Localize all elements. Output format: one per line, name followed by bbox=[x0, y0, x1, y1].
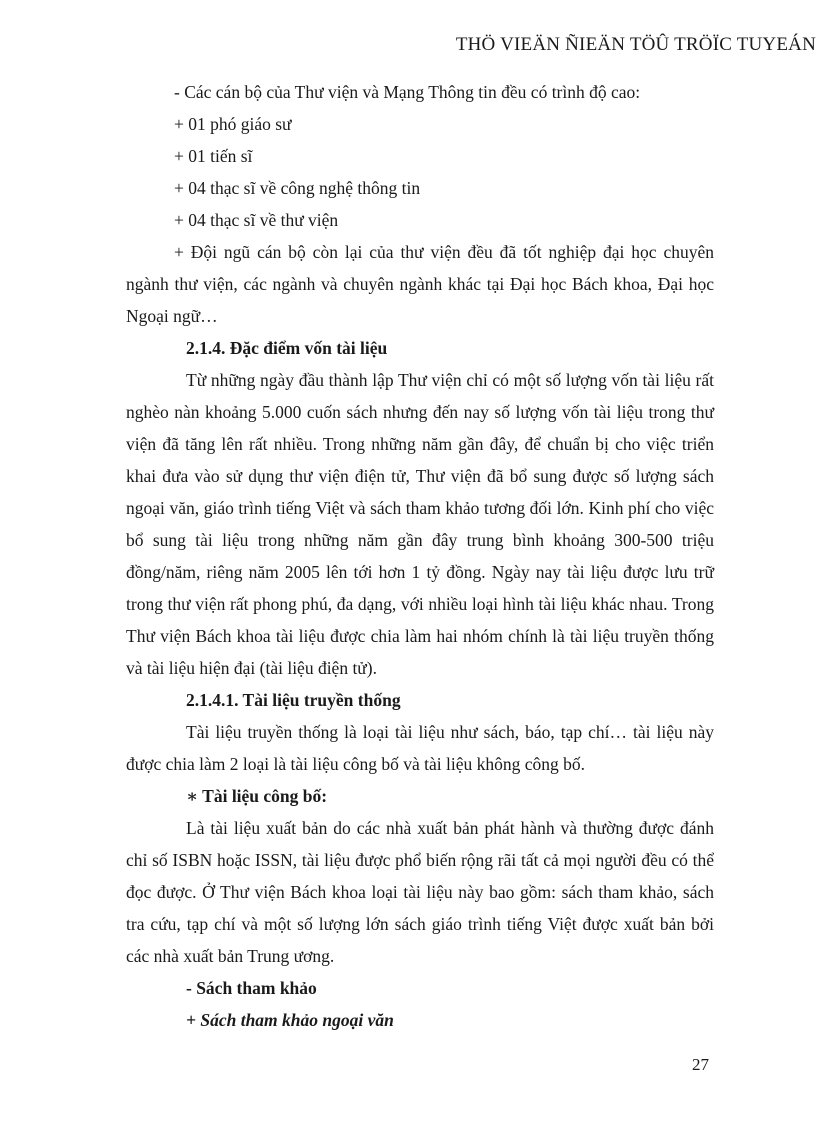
section-paragraph-2-1-4: Từ những ngày đầu thành lập Thư viện chỉ có một số lượng vốn tài liệu rất nghèo nàn khoảng 5.000 cuốn sách nhưng đến nay số lượng vốn tài liệu trong thư viện đã tăng lên rất nhiều. Trong những năm gần đây, để chuẩn bị cho việc triển khai đưa vào sử dụng thư viện điện tử, Thư viện đã bổ sung được số lượng sách ngoại văn, giáo trình tiếng Việt và sách tham khảo tương đối lớn. Kinh phí cho việc bổ sung tài liệu trong những năm gần đây trung bình khoảng 300-500 triệu đồng/năm, riêng năm 2005 lên tới hơn 1 tỷ đồng. Ngày nay tài liệu được lưu trữ trong thư viện rất phong phú, đa dạng, với nhiều loại hình tài liệu khác nhau. Trong Thư viện Bách khoa tài liệu được chia làm hai nhóm chính là tài liệu truyền thống và tài liệu hiện đại (tài liệu điện tử). bbox=[126, 370, 714, 678]
subsection-heading-published bbox=[174, 780, 714, 812]
staff-list-item: + 04 thạc sĩ về thư viện bbox=[174, 210, 339, 230]
staff-list-item: + 01 phó giáo sư bbox=[174, 114, 292, 134]
running-header: THÖ VIEÄN ÑIEÄN TÖÛ TRÖÏC TUYEÁN bbox=[455, 34, 816, 55]
bullet-symbol: ∗ bbox=[186, 786, 199, 806]
staff-list-item: + 01 tiến sĩ bbox=[174, 146, 253, 166]
staff-remaining-paragraph: + Đội ngũ cán bộ còn lại của thư viện đều đã tốt nghiệp đại học chuyên ngành thư viện, các ngành và chuyên ngành khác tại Đại học Bách khoa, Đại học Ngoại ngữ… bbox=[126, 242, 714, 326]
staff-list-item: + 04 thạc sĩ về công nghệ thông tin bbox=[174, 178, 421, 198]
foreign-reference-books-heading: + Sách tham khảo ngoại văn bbox=[186, 1010, 394, 1030]
reference-books-heading: - Sách tham khảo bbox=[186, 978, 317, 998]
page-body bbox=[126, 76, 714, 1036]
published-paragraph: Là tài liệu xuất bản do các nhà xuất bản phát hành và thường được đánh chỉ số ISBN hoặc ISSN, tài liệu được phổ biến rộng rãi tất cả mọi người đều có thể đọc được. Ở Thư viện Bách khoa loại tài liệu này bao gồm: sách tham khảo, sách tra cứu, tạp chí và một số lượng lớn sách giáo trình tiếng Việt được xuất bản bởi các nhà xuất bản Trung ương. bbox=[126, 818, 714, 966]
staff-intro: - Các cán bộ của Thư viện và Mạng Thông tin đều có trình độ cao: bbox=[174, 82, 641, 102]
page-number: 27 bbox=[692, 1055, 709, 1074]
section-heading-2-1-4: 2.1.4. Đặc điểm vốn tài liệu bbox=[186, 338, 388, 358]
section-paragraph-2-1-4-1: Tài liệu truyền thống là loại tài liệu như sách, báo, tạp chí… tài liệu này được chia làm 2 loại là tài liệu công bố và tài liệu không công bố. bbox=[126, 722, 714, 774]
published-title: Tài liệu công bố: bbox=[202, 786, 328, 806]
section-heading-2-1-4-1: 2.1.4.1. Tài liệu truyền thống bbox=[186, 690, 401, 710]
